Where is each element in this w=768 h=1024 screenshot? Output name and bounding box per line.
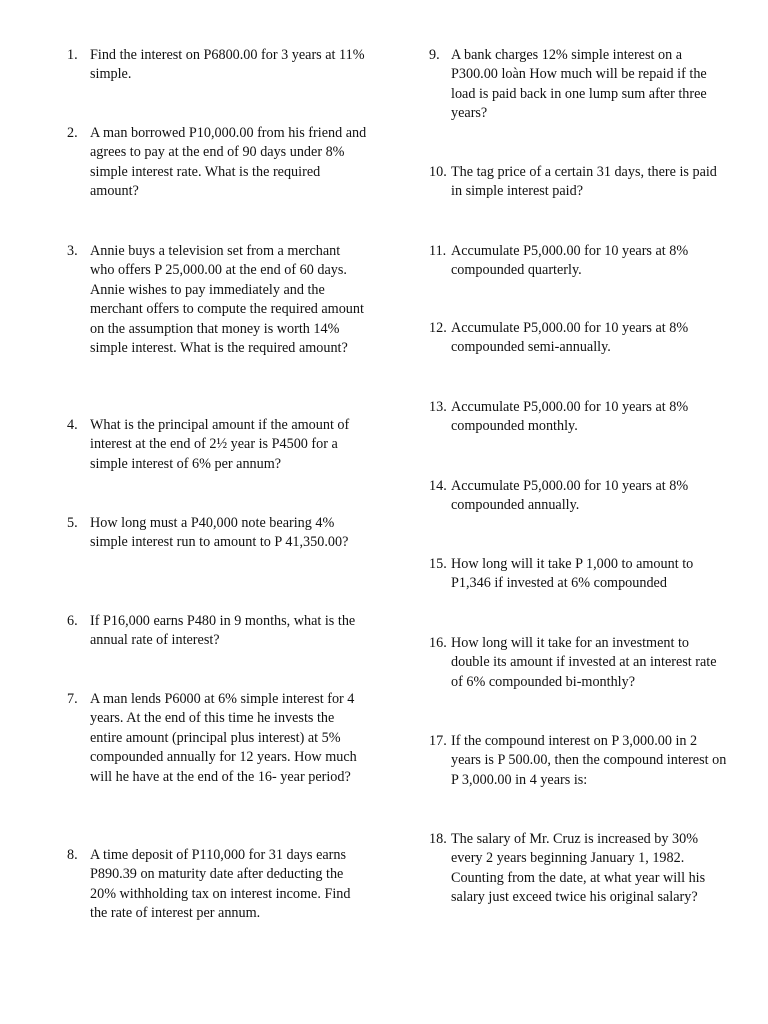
question-number: 14. <box>429 478 447 494</box>
question-text: How long will it take P 1,000 to amount to P1,346 if invested at 6% compounded <box>451 556 694 592</box>
question-number: 18. <box>429 831 447 847</box>
question-number: 3. <box>67 243 78 259</box>
question-number: 17. <box>429 733 447 749</box>
question-text: The salary of Mr. Cruz is increased by 30% every 2 years beginning January 1, 1982. Counting from the date, at what year will his salary just exceed twice his original salary? <box>451 831 706 906</box>
question-number: 5. <box>67 515 78 531</box>
question-16 <box>429 634 729 692</box>
question-number: 16. <box>429 635 447 651</box>
question-text: The tag price of a certain 31 days, there is paid in simple interest paid? <box>451 164 717 200</box>
question-8 <box>67 846 367 924</box>
question-7 <box>67 690 367 787</box>
question-text: Accumulate P5,000.00 for 10 years at 8% compounded semi-annually. <box>451 320 689 356</box>
question-number: 6. <box>67 613 78 629</box>
question-number: 12. <box>429 320 447 336</box>
question-number: 11. <box>429 243 447 259</box>
question-text: A bank charges 12% simple interest on a P300.00 loàn How much will be repaid if the load is paid back in one lump sum after three years? <box>451 47 707 122</box>
question-number: 8. <box>67 847 78 863</box>
question-number: 9. <box>429 47 440 63</box>
question-9 <box>429 46 729 124</box>
question-text: Find the interest on P6800.00 for 3 years at 11% simple. <box>90 47 365 83</box>
question-2 <box>67 124 367 202</box>
question-1 <box>67 46 367 85</box>
question-3 <box>67 242 367 358</box>
question-text: Annie buys a television set from a merchant who offers P 25,000.00 at the end of 60 days. Annie wishes to pay immediately and the merchant offers to compute the required amount on the assumption that money is worth 14% simple interest. What is the required amount? <box>90 243 364 357</box>
question-text: How long must a P40,000 note bearing 4% simple interest run to amount to P 41,350.00? <box>90 515 349 551</box>
question-18 <box>429 830 729 908</box>
question-11 <box>429 242 729 281</box>
question-17 <box>429 732 729 790</box>
question-4 <box>67 416 367 474</box>
question-10 <box>429 163 729 202</box>
question-number: 10. <box>429 164 447 180</box>
question-text: If P16,000 earns P480 in 9 months, what is the annual rate of interest? <box>90 613 356 649</box>
question-6 <box>67 612 367 651</box>
question-number: 2. <box>67 125 78 141</box>
question-text: Accumulate P5,000.00 for 10 years at 8% compounded annually. <box>451 478 689 514</box>
question-5 <box>67 514 367 553</box>
question-text: Accumulate P5,000.00 for 10 years at 8% compounded monthly. <box>451 399 689 435</box>
question-number: 13. <box>429 399 447 415</box>
question-text: How long will it take for an investment to double its amount if invested at an interest rate of 6% compounded bi-monthly? <box>451 635 717 690</box>
question-number: 1. <box>67 47 78 63</box>
question-text: A time deposit of P110,000 for 31 days earns P890.39 on maturity date after deducting the 20% withholding tax on interest income. Find the rate of interest per annum. <box>90 847 351 922</box>
question-12 <box>429 319 729 358</box>
question-text: What is the principal amount if the amount of interest at the end of 2½ year is P4500 for a simple interest of 6% per annum? <box>90 417 350 472</box>
question-15 <box>429 555 729 594</box>
question-number: 7. <box>67 691 78 707</box>
question-text: A man borrowed P10,000.00 from his friend and agrees to pay at the end of 90 days under 8% simple interest rate. What is the required amount? <box>90 125 367 200</box>
question-number: 15. <box>429 556 447 572</box>
question-14 <box>429 477 729 516</box>
question-text: If the compound interest on P 3,000.00 in 2 years is P 500.00, then the compound interest on P 3,000.00 in 4 years is: <box>451 733 727 788</box>
question-text: A man lends P6000 at 6% simple interest for 4 years. At the end of this time he invests the entire amount (principal plus interest) at 5% compounded annually for 12 years. How much will he have at the end of the 16- year period? <box>90 691 357 785</box>
question-text: Accumulate P5,000.00 for 10 years at 8% compounded quarterly. <box>451 243 689 279</box>
question-13 <box>429 398 729 437</box>
question-number: 4. <box>67 417 78 433</box>
